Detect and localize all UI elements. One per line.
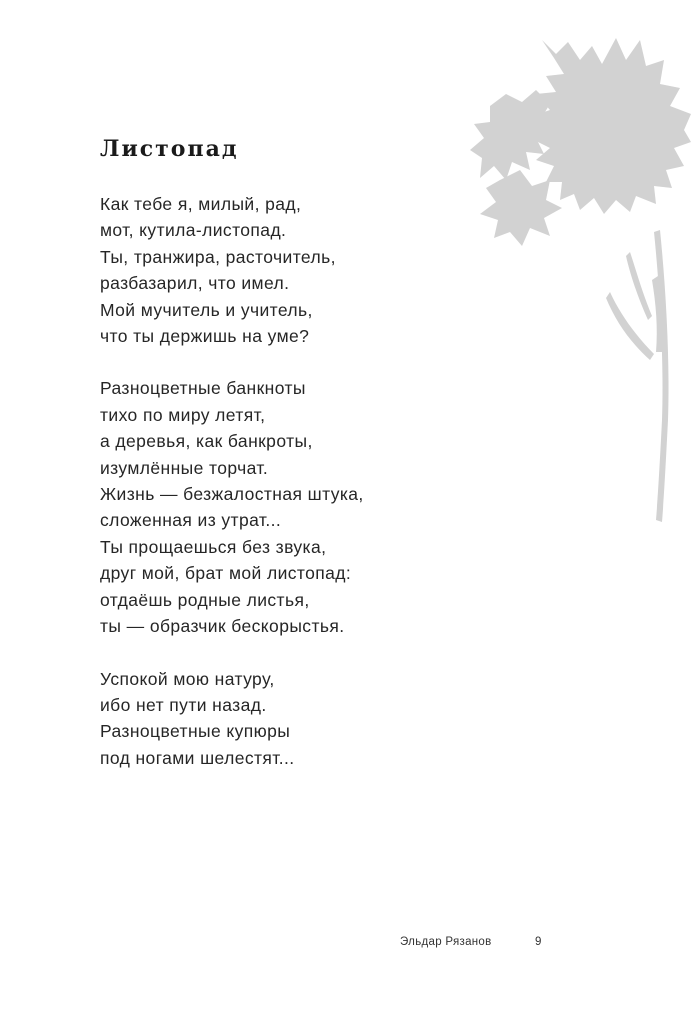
poem-line: разбазарил, что имел. bbox=[100, 273, 290, 294]
poem-line: Ты прощаешься без звука, bbox=[100, 536, 327, 557]
poem-line: тихо по миру летят, bbox=[100, 404, 266, 425]
poem-line: что ты держишь на уме? bbox=[100, 326, 310, 347]
poem-line: Ты, транжира, расточитель, bbox=[100, 246, 336, 267]
poem-line: Успокой мою натуру, bbox=[100, 668, 275, 689]
stanza-1 bbox=[100, 191, 460, 349]
carnation-flower-icon bbox=[470, 30, 691, 530]
poem-line: Жизнь — безжалостная штука, bbox=[100, 484, 364, 505]
footer-author: Эльдар Рязанов bbox=[400, 936, 492, 948]
poem-line: сложенная из утрат... bbox=[100, 510, 282, 531]
poem-line: Мой мучитель и учитель, bbox=[100, 299, 313, 320]
poem-body bbox=[100, 191, 460, 797]
poem-line: Разноцветные купюры bbox=[100, 721, 291, 742]
poem-line: под ногами шелестят... bbox=[100, 747, 295, 768]
poem-line: а деревья, как банкроты, bbox=[100, 431, 313, 452]
poem-line: мот, кутила-листопад. bbox=[100, 220, 287, 241]
poem-line: отдаёшь родные листья, bbox=[100, 589, 310, 610]
page-number: 9 bbox=[535, 936, 542, 948]
poem-line: изумлённые торчат. bbox=[100, 457, 269, 478]
stanza-2 bbox=[100, 375, 460, 639]
stanza-3 bbox=[100, 666, 460, 772]
poem-line: друг мой, брат мой листопад: bbox=[100, 563, 352, 584]
poem-line: ты — образчик бескорыстья. bbox=[100, 616, 345, 637]
poem-line: Разноцветные банкноты bbox=[100, 378, 306, 399]
poem-title: Листопад bbox=[100, 136, 239, 162]
poem-line: ибо нет пути назад. bbox=[100, 694, 267, 715]
poem-line: Как тебе я, милый, рад, bbox=[100, 194, 302, 214]
